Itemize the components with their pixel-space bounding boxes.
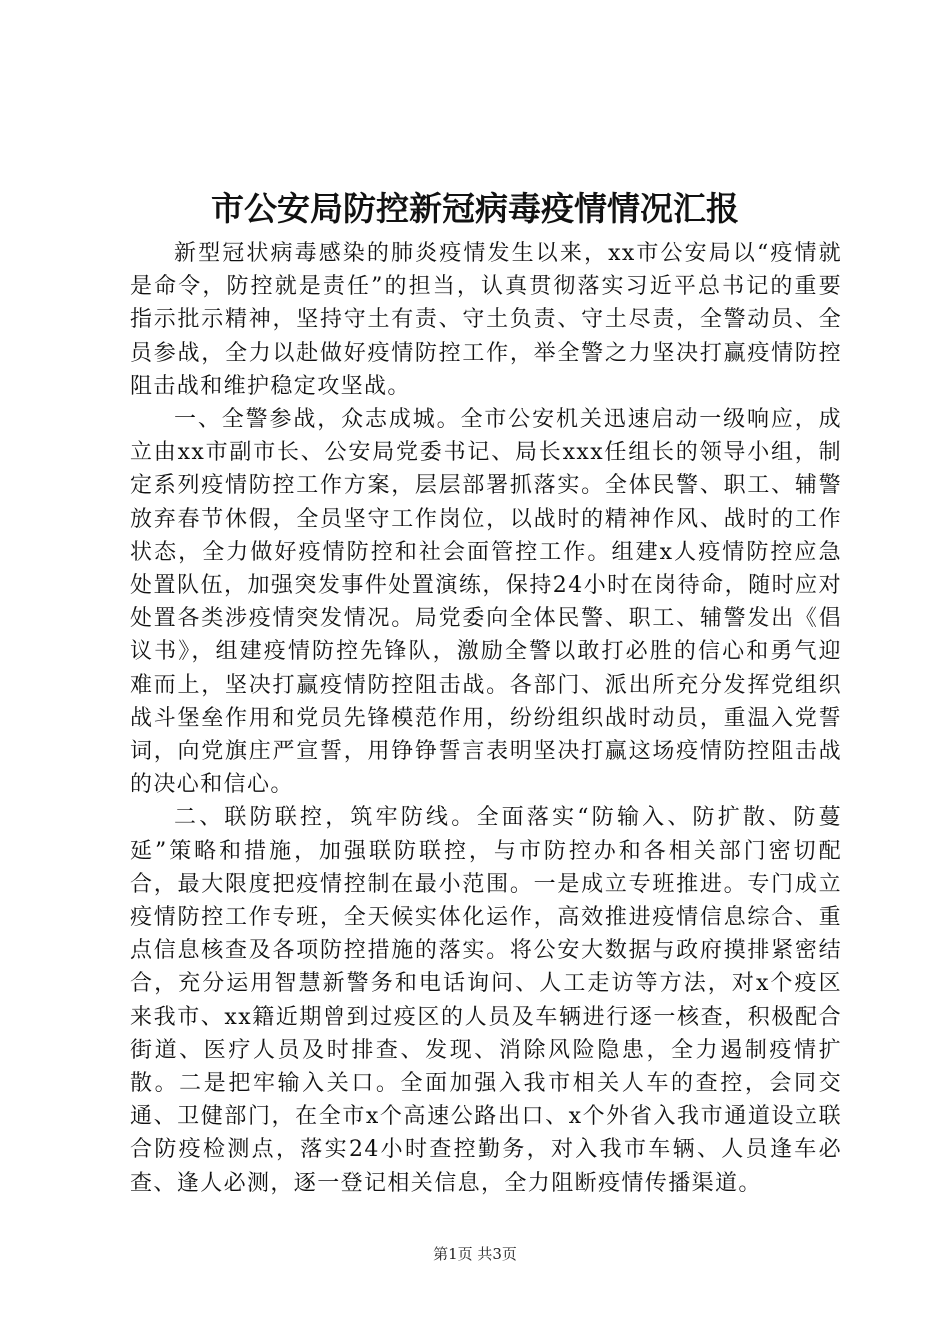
document-title: 市公安局防控新冠病毒疫情情况汇报 — [211, 189, 739, 228]
page-footer: 第1页 共3页 — [433, 1245, 517, 1263]
paragraph-section-two: 二、联防联控，筑牢防线。全面落实“防输入、防扩散、防蔓延”策略和措施，加强联防联控，与市防控办和各相关部门密切配合，最大限度把疫情控制在最小范围。一是成立专班推进。专门成立疫情防控工作专班，全天候实体化运作，高效推进疫情信息综合、重点信息核查及各项防控措施的落实。将公安大数据与政府摸排紧密结合，充分运用智慧新警务和电话询问、人工走访等方法，对x个疫区来我市、xx籍近期曾到过疫区的人员及车辆进行逐一核查，积极配合街道、医疗人员及时排查、发现、消除风险隐患，全力遏制疫情扩散。二是把牢输入关口。全面加强入我市相关人车的查控，会同交通、卫健部门，在全市x个高速公路出口、x个外省入我市通道设立联合防疫检测点，落实24小时查控勤务，对入我市车辆、人员逢车必查、逢人必测，逐一登记相关信息，全力阻断疫情传播渠道。 — [130, 805, 842, 1196]
document-body — [130, 237, 842, 1200]
paragraph-intro: 新型冠状病毒感染的肺炎疫情发生以来，xx市公安局以“疫情就是命令，防控就是责任”的担当，认真贯彻落实习近平总书记的重要指示批示精神，坚持守土有责、守土负责、守土尽责，全警动员、全员参战，全力以赴做好疫情防控工作，举全警之力坚决打赢疫情防控阻击战和维护稳定攻坚战。 — [130, 241, 842, 399]
paragraph-section-one: 一、全警参战，众志成城。全市公安机关迅速启动一级响应，成立由xx市副市长、公安局党委书记、局长xxx任组长的领导小组，制定系列疫情防控工作方案，层层部署抓落实。全体民警、职工、辅警放弃春节休假，全员坚守工作岗位，以战时的精神作风、战时的工作状态，全力做好疫情防控和社会面管控工作。组建x人疫情防控应急处置队伍，加强突发事件处置演练，保持24小时在岗待命，随时应对处置各类涉疫情突发情况。局党委向全体民警、职工、辅警发出《倡议书》，组建疫情防控先锋队，激励全警以敢打必胜的信心和勇气迎难而上，坚决打赢疫情防控阻击战。各部门、派出所充分发挥党组织战斗堡垒作用和党员先锋模范作用，纷纷组织战时动员，重温入党誓词，向党旗庄严宣誓，用铮铮誓言表明坚决打赢这场疫情防控阻击战的决心和信心。 — [130, 407, 842, 798]
